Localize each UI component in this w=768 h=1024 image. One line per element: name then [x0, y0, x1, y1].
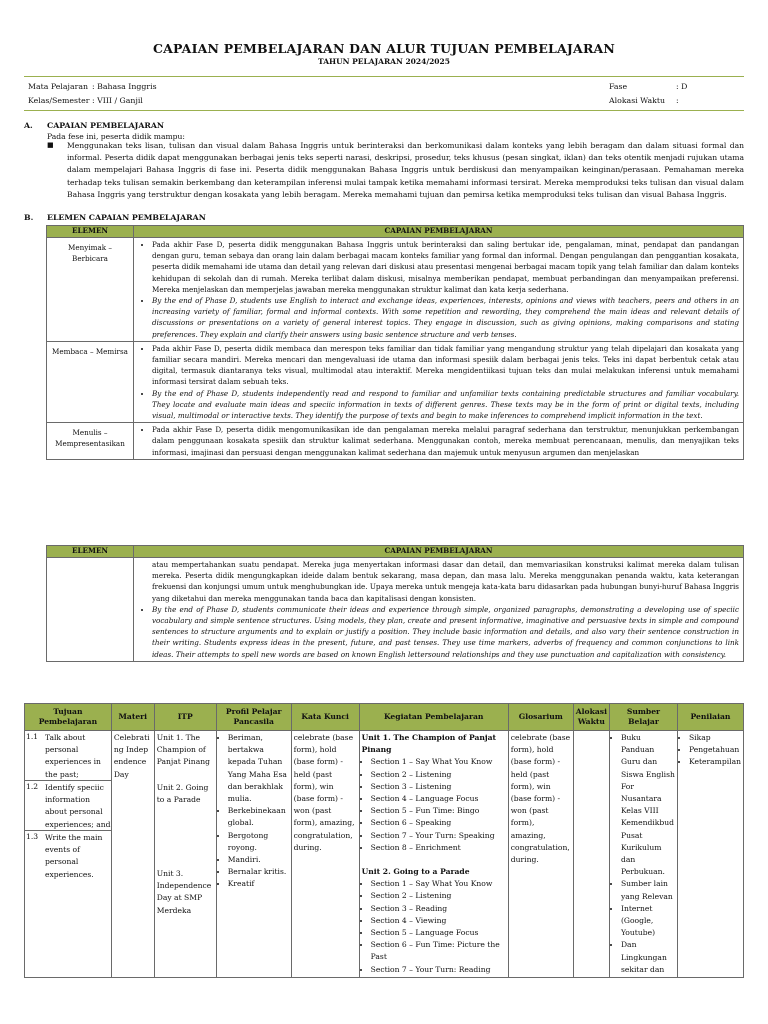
- kegiatan-section: • Section 6 – Speaking: [371, 817, 506, 829]
- col-elemen-header: ELEMEN: [47, 226, 134, 238]
- kegiatan-section: • Section 5 – Language Focus: [371, 927, 506, 939]
- alokasi-cell: [573, 731, 609, 978]
- tujuan-text: Write the main events of personal experiences.: [45, 833, 103, 879]
- alokasi-value: :: [676, 96, 679, 105]
- itp-item: Unit 1. The Champion of Panjat Pinang: [156, 733, 210, 767]
- cp-text-id-continued: atau mempertahankan suatu pendapat. Mereka juga menyertakan informasi dasar dan detail, dan memvariasikan konstruksi kalimat mereka dalam tulisan mereka. Peserta didik mengungkapkan ideide dalam bentuk sekarang, masa depan, dan masa lalu. Mereka menggunakan penanda waktu, kata keterangan frekuensi dan konjungsi umum untuk menghubungkan ide. Upaya mereka untuk mengeja kata-kata baru didasarkan pada hubungan bunyi-huruf Bahasa Inggris yang diketahui dan mereka menggunakan tanda baca dan kapitalisasi dengan konsisten.: [152, 560, 739, 603]
- table-row: [47, 238, 744, 342]
- table-row: [47, 341, 744, 422]
- mapel-value: : Bahasa Inggris: [92, 82, 157, 91]
- tujuan-item: [25, 831, 111, 881]
- mapel-label: Mata Pelajaran: [28, 82, 89, 91]
- cp-cell: [134, 341, 744, 422]
- col-cp-header: CAPAIAN PEMBELAJARAN: [134, 546, 744, 558]
- table-row: [25, 731, 744, 978]
- document-subtitle: TAHUN PELAJARAN 2024/2025: [318, 57, 450, 66]
- kegiatan-unit-title: Unit 2. Going to a Parade: [361, 867, 470, 877]
- elemen-cell: Membaca – Memirsa: [47, 341, 134, 422]
- section-a-number: A.: [24, 121, 33, 130]
- kegiatan-section: • Section 3 – Listening: [371, 781, 506, 793]
- cp-table: [46, 225, 744, 460]
- itp-item: Unit 3. Independence Day at SMP Merdeka: [156, 869, 212, 915]
- profil-item: • Beriman, bertakwa kepada Tuhan Yang Maha Esa dan berakhlak mulia.: [228, 732, 289, 805]
- penilaian-item: • Pengetahuan: [689, 744, 741, 756]
- kelas-label: Kelas/Semester: [28, 96, 90, 105]
- cp-text-en: • By the end of Phase D, students use English to interact and exchange ideas, experiences, interests, opinions and views with teachers, peers and others in an increasing variety of familiar, formal and informal contexts. With some repetition and rewording, they comprehend the main ideas and relevant details of discussions or presentations on a variety of general interest topics. They engage in discussion, such as giving opinions, making comparisons and stating preferences. They explain and clarify their answers using basic sentence structure and verb tenses.: [152, 295, 739, 340]
- tujuan-number: 1.1: [26, 732, 39, 741]
- header-kegiatan: Kegiatan Pembelajaran: [359, 704, 508, 731]
- tujuan-item: [25, 781, 111, 831]
- kegiatan-section: • Section 4 – Language Focus: [371, 793, 506, 805]
- tujuan-number: 1.3: [26, 832, 39, 841]
- kegiatan-section: • Section 1 – Say What You Know: [371, 756, 506, 768]
- sumber-item: • Internet (Google, Youtube): [621, 903, 675, 940]
- tujuan-text: Identify speciic information about personal experiences; and: [45, 783, 111, 829]
- itp-item: Unit 2. Going to a Parade: [156, 783, 209, 805]
- penilaian-item: • Sikap: [689, 732, 741, 744]
- section-a-heading: CAPAIAN PEMBELAJARAN: [47, 121, 165, 130]
- kegiatan-section: • Section 7 – Your Turn: Reading: [371, 964, 506, 976]
- kegiatan-unit-title: Unit 1. The Champion of Panjat Pinang: [361, 733, 497, 755]
- header-glosarium: Glosarium: [508, 704, 573, 731]
- header-tujuan: Tujuan Pembelajaran: [25, 704, 112, 731]
- header-kata-kunci: Kata Kunci: [291, 704, 359, 731]
- section-b-number: B.: [24, 213, 34, 222]
- col-cp-header: CAPAIAN PEMBELAJARAN: [134, 226, 744, 238]
- elemen-cell: Menyimak – Berbicara: [47, 238, 134, 342]
- materi-cell: Celebrating Independence Day: [111, 731, 154, 978]
- cp-text-en: • By the end of Phase D, students independently read and respond to familiar and unfamiliar texts containing predictable structures and familiar vocabulary. They locate and evaluate main ideas and speciic information in texts of different genres. These texts may be in the form of print or digital texts, including visual, multimodal or interactive texts. They identify the purpose of texts and begin to make inferences to comprehend implicit information in the text.: [152, 388, 739, 422]
- cp-text-id: • Pada akhir Fase D, peserta didik mengomunikasikan ide dan pengalaman mereka melalui paragraf sederhana dan terstruktur, menunjukkan perkembangan dalam penggunaan kosakata spesiik dan struktur kalimat sederhana. Menggunakan contoh, mereka membuat perencanaan, menulis, dan menyajikan teks informasi, imajinasi dan persuasi dengan menggunakan kalimat sederhana dan majemuk untuk menyusun argumen dan menjelaskan: [152, 424, 739, 458]
- cp-text-id: • Pada akhir Fase D, peserta didik membaca dan merespon teks familiar dan tidak familiar yang mengandung struktur yang telah dipelajari dan kosakata yang familiar secara mandiri. Mereka mencari dan mengevaluasi ide utama dan informasi spesiik dalam berbagai jenis teks. Teks ini dapat berbentuk cetak atau digital, termasuk diantaranya teks visual, multimodal atau interaktif. Mereka mengidentiikasi tujuan teks dan mulai melakukan inferensi untuk memahami informasi tersirat dalam sebuah teks.: [152, 343, 739, 388]
- sumber-item: • Buku Panduan Guru dan Siswa English For Nusantara Kelas VIII Kemendikbud Pusat Kurikulum dan Perbukuan.: [621, 732, 675, 878]
- kegiatan-section: • Section 2 – Listening: [371, 890, 506, 902]
- elemen-cell: Menulis – Mempresentasikan: [47, 423, 134, 460]
- fase-label: Fase: [609, 82, 628, 91]
- cp-cell: [134, 238, 744, 342]
- kelas-value: : VIII / Ganjil: [92, 96, 143, 105]
- profil-cell: [216, 731, 291, 978]
- kegiatan-section: • Section 4 – Viewing: [371, 915, 506, 927]
- sumber-cell: [609, 731, 677, 978]
- sumber-item: • Dan Lingkungan sekitar dan: [621, 939, 675, 976]
- document-title: CAPAIAN PEMBELAJARAN DAN ALUR TUJUAN PEMBELAJARAN: [152, 41, 616, 56]
- tujuan-cell: [25, 731, 112, 978]
- info-box: [24, 76, 744, 111]
- profil-item: • Bergotong royong.: [228, 830, 289, 854]
- itp-cell: [154, 731, 216, 978]
- profil-item: • Kreatif: [228, 878, 289, 890]
- section-b-heading: ELEMEN CAPAIAN PEMBELAJARAN: [47, 213, 206, 222]
- cp-text-id: • Pada akhir Fase D, peserta didik menggunakan Bahasa Inggris untuk berinteraksi dan saling bertukar ide, pengalaman, minat, pendapat dan pandangan dengan guru, teman sebaya dan orang lain dalam berbagai macam konteks familiar yang formal dan informal. Dengan pengulangan dan penggantian kosakata, peserta didik memahami ide utama dan detail yang relevan dari diskusi atau presentasi mengenai berbagai macam topik yang telah familiar dan dalam konteks kehidupan di sekolah dan di rumah. Mereka terlibat dalam diskusi, misalnya memberikan pendapat, membuat perbandingan dan menyampaikan preferensi. Mereka menjelaskan dan memperjelas jawaban mereka menggunakan struktur kalimat dan kata kerja sederhana.: [152, 239, 739, 295]
- sumber-item: • Sumber lain yang Relevan: [621, 878, 675, 902]
- tujuan-item: [25, 731, 111, 781]
- profil-item: • Bernalar kritis.: [228, 866, 289, 878]
- kegiatan-section: • Section 1 – Say What You Know: [371, 878, 506, 890]
- header-materi: Materi: [111, 704, 154, 731]
- table-row: [47, 423, 744, 460]
- kegiatan-section: • Section 3 – Reading: [371, 903, 506, 915]
- header-profil: Profil Pelajar Pancasila: [216, 704, 291, 731]
- elemen-cell: [47, 558, 134, 662]
- fase-value: : D: [676, 82, 688, 91]
- tujuan-number: 1.2: [26, 782, 39, 791]
- profil-item: • Berkebinekaan global.: [228, 805, 289, 829]
- kegiatan-section: • Section 8 – Enrichment: [371, 842, 506, 854]
- header-sumber: Sumber Belajar: [609, 704, 677, 731]
- atp-table: [24, 703, 744, 978]
- kegiatan-section: • Section 5 – Fun Time: Bingo: [371, 805, 506, 817]
- kegiatan-section: • Section 2 – Listening: [371, 769, 506, 781]
- tujuan-text: Talk about personal experiences in the past;: [45, 733, 101, 779]
- header-penilaian: Penilaian: [677, 704, 743, 731]
- penilaian-cell: [677, 731, 743, 978]
- kegiatan-cell: [359, 731, 508, 978]
- cp-table-continued: [46, 545, 744, 662]
- header-itp: ITP: [154, 704, 216, 731]
- kata-kunci-cell: celebrate (base form), hold (base form) - held (past form), win (base form) - won (past form), amazing, congratulation, during.: [291, 731, 359, 978]
- glosarium-cell: celebrate (base form), hold (base form) - held (past form), win (base form) - won (past form), amazing, congratulation, during.: [508, 731, 573, 978]
- penilaian-item: • Keterampilan: [689, 756, 741, 768]
- kegiatan-section: • Section 7 – Your Turn: Speaking: [371, 830, 506, 842]
- kegiatan-section: • Section 6 – Fun Time: Picture the Past: [371, 939, 506, 963]
- cp-text-en: • By the end of Phase D, students communicate their ideas and experience through simple, organized paragraphs, demonstrating a developing use of speciic vocabulary and simple sentence structures. Using models, they plan, create and present informative, imaginative and persuasive texts in simple and compound sentences to structure arguments and to explain or justify a position. They include basic information and details, and also vary their sentence construction in their writing. Students express ideas in the present, future, and past tenses. They use time markers, adverbs of frequency and common conjunctions to link ideas. Their attempts to spell new words are based on known English lettersound relationships and they use punctuation and capitalization with consistency.: [152, 604, 739, 660]
- section-a-bullet: Menggunakan teks lisan, tulisan dan visual dalam Bahasa Inggris untuk berinteraksi dan berkomunikasi dalam konteks yang lebih beragam dan dalam situasi formal dan informal. Peserta didik dapat menggunakan berbagai jenis teks seperti narasi, deskripsi, prosedur, teks khusus (pesan singkat, iklan) dan teks otentik menjadi rujukan utama dalam mempelajari Bahasa Inggris di fase ini. Peserta didik menggunakan Bahasa Inggris untuk berdiskusi dan menyampaikan keinginan/perasaan. Pemahaman mereka terhadap teks tulisan semakin berkembang dan keterampilan inferensi mulai tampak ketika memahami informasi tersirat. Mereka memproduksi teks tulisan dan visual dalam Bahasa Inggris yang terstruktur dengan kosakata yang lebih beragam. Mereka memahami tujuan dan pemirsa ketika memproduksi teks tulisan dan visual Bahasa Inggris.: [67, 141, 744, 199]
- profil-item: • Mandiri.: [228, 854, 289, 866]
- cp-cell: [134, 558, 744, 662]
- alokasi-label: Alokasi Waktu: [609, 96, 666, 105]
- col-elemen-header: ELEMEN: [47, 546, 134, 558]
- header-alokasi: Alokasi Waktu: [573, 704, 609, 731]
- table-row: [47, 558, 744, 662]
- bullet-icon: ■: [47, 141, 54, 149]
- cp-cell: [134, 423, 744, 460]
- section-a-intro: Pada fese ini, peserta didik mampu:: [47, 132, 185, 141]
